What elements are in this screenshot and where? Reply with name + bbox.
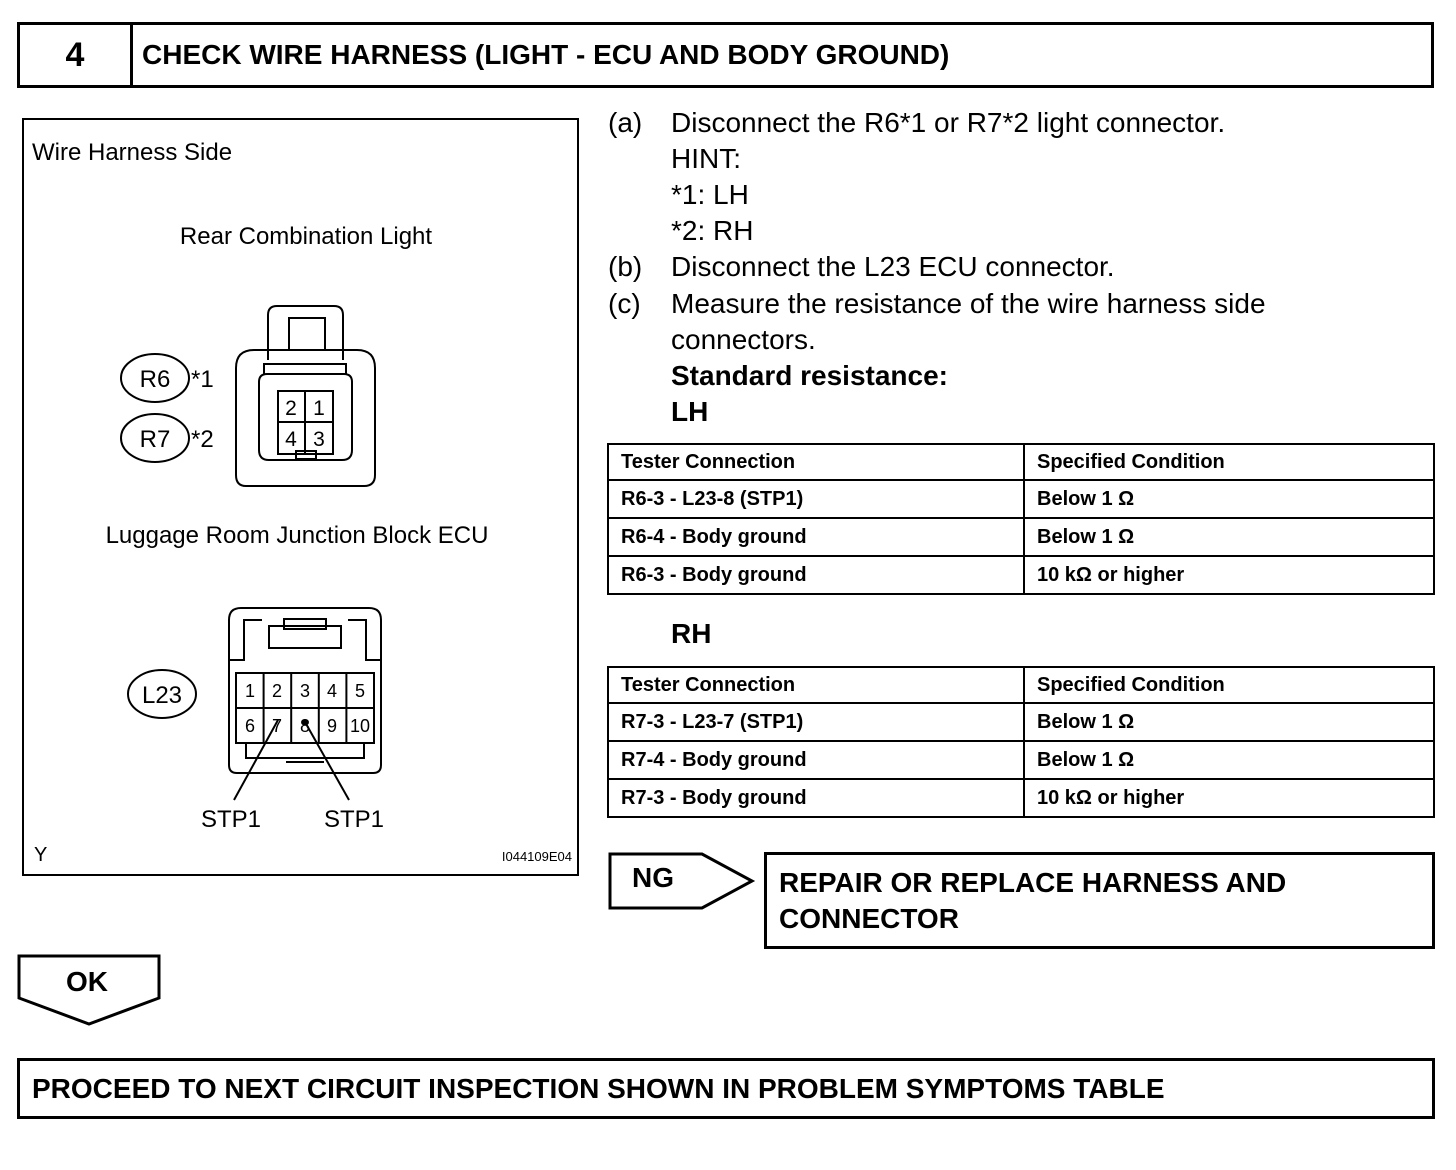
column-header: Tester Connection <box>608 667 1024 703</box>
light-pin-4: 4 <box>285 428 297 451</box>
specified-condition-cell: Below 1 Ω <box>1024 518 1434 556</box>
step-number: 4 <box>20 25 133 85</box>
ng-label: NG <box>632 862 674 893</box>
figure-code: I044109E04 <box>501 849 572 864</box>
table-row <box>608 518 1434 556</box>
ecu-pin-7: 7 <box>271 716 283 736</box>
ecu-pin-3: 3 <box>299 681 311 701</box>
step-header <box>17 22 1434 88</box>
tester-connection-cell: R6-3 - L23-8 (STP1) <box>608 480 1024 518</box>
connector-r6-note: *1 <box>191 366 214 393</box>
standard-resistance-label: Standard resistance: <box>671 360 948 391</box>
table-row <box>608 779 1434 817</box>
step-b-text: Disconnect the L23 ECU connector. <box>671 251 1115 282</box>
hint-1: *1: LH <box>671 179 749 210</box>
tester-connection-cell: R7-4 - Body ground <box>608 741 1024 779</box>
column-header: Tester Connection <box>608 444 1024 480</box>
stp1-right-label: STP1 <box>323 806 385 833</box>
lh-resistance-table <box>607 443 1435 595</box>
connector-r7-label: R7 <box>139 426 171 453</box>
table-row <box>608 703 1434 741</box>
ng-result-box <box>764 852 1435 949</box>
ecu-pin-1: 1 <box>244 681 256 701</box>
figure-corner-mark: Y <box>34 844 48 866</box>
ok-result-box: PROCEED TO NEXT CIRCUIT INSPECTION SHOWN IN PROBLEM SYMPTOMS TABLE <box>17 1058 1435 1119</box>
table-row <box>608 741 1434 779</box>
ng-result-line2: CONNECTOR <box>779 903 959 934</box>
step-a-letter: (a) <box>608 107 643 138</box>
ecu-pin-4: 4 <box>326 681 338 701</box>
junction-block-ecu-label: Luggage Room Junction Block ECU <box>105 522 489 549</box>
tester-connection-cell: R7-3 - Body ground <box>608 779 1024 817</box>
connector-l23-label: L23 <box>141 682 183 709</box>
tester-connection-cell: R7-3 - L23-7 (STP1) <box>608 703 1024 741</box>
connector-diagram <box>22 118 579 876</box>
tester-connection-cell: R6-3 - Body ground <box>608 556 1024 594</box>
step-c-text-1: Measure the resistance of the wire harness side <box>671 288 1266 319</box>
tester-connection-cell: R6-4 - Body ground <box>608 518 1024 556</box>
light-pin-3: 3 <box>313 428 325 451</box>
lh-label: LH <box>671 396 709 427</box>
wire-harness-side-label: Wire Harness Side <box>32 139 233 166</box>
table-row <box>608 556 1434 594</box>
hint-2: *2: RH <box>671 215 754 246</box>
ecu-pin-10: 10 <box>349 716 371 736</box>
ecu-pin-5: 5 <box>354 681 366 701</box>
specified-condition-cell: 10 kΩ or higher <box>1024 556 1434 594</box>
ng-result-line1: REPAIR OR REPLACE HARNESS AND <box>779 867 1287 898</box>
column-header: Specified Condition <box>1024 444 1434 480</box>
specified-condition-cell: 10 kΩ or higher <box>1024 779 1434 817</box>
ecu-pin-6: 6 <box>244 716 256 736</box>
stp1-left-label: STP1 <box>200 806 262 833</box>
light-pin-2: 2 <box>285 397 297 420</box>
ecu-pin-9: 9 <box>326 716 338 736</box>
step-b-letter: (b) <box>608 251 643 282</box>
step-title: CHECK WIRE HARNESS (LIGHT - ECU AND BODY GROUND) <box>142 39 950 70</box>
light-pin-1: 1 <box>313 397 325 420</box>
specified-condition-cell: Below 1 Ω <box>1024 741 1434 779</box>
column-header: Specified Condition <box>1024 667 1434 703</box>
connector-r6-label: R6 <box>139 366 171 393</box>
table-header-row <box>608 444 1434 480</box>
table-header-row <box>608 667 1434 703</box>
hint-label: HINT: <box>671 143 741 174</box>
rear-combination-light-label: Rear Combination Light <box>179 223 433 250</box>
ecu-pin-8: 8 <box>299 716 311 736</box>
table-row <box>608 480 1434 518</box>
step-c-text-2: connectors. <box>671 324 816 355</box>
connector-diagram-svg <box>24 120 581 878</box>
specified-condition-cell: Below 1 Ω <box>1024 703 1434 741</box>
ng-arrow-icon <box>608 852 758 912</box>
ok-label: OK <box>66 966 108 997</box>
connector-r7-note: *2 <box>191 426 214 453</box>
ecu-pin-2: 2 <box>271 681 283 701</box>
step-a-text: Disconnect the R6*1 or R7*2 light connector. <box>671 107 1226 138</box>
rh-resistance-table <box>607 666 1435 818</box>
step-c-letter: (c) <box>608 288 641 319</box>
specified-condition-cell: Below 1 Ω <box>1024 480 1434 518</box>
rh-label: RH <box>671 618 712 649</box>
